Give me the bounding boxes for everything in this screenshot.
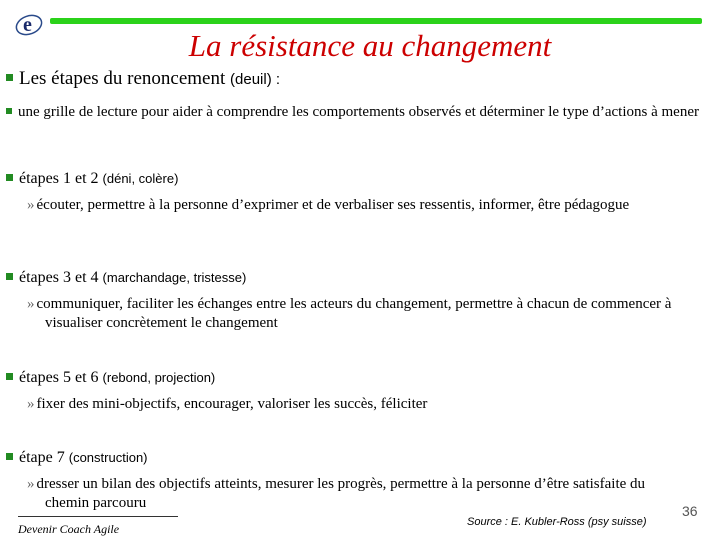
step-2-label: étapes 3 et 4 — [19, 269, 99, 286]
square-bullet-icon — [6, 108, 12, 114]
square-bullet-icon — [6, 74, 13, 81]
step-4-body — [27, 475, 677, 513]
step-1-label: étapes 1 et 2 — [19, 170, 99, 187]
step-3-heading — [6, 369, 215, 387]
step-1-heading — [6, 170, 178, 188]
chevron-icon: » — [27, 197, 35, 213]
slide-title: La résistance au changement — [188, 28, 552, 63]
main-heading-text: Les étapes du renoncement — [19, 68, 226, 89]
step-4-detail: (construction) — [68, 450, 148, 465]
step-2-detail: (marchandage, tristesse) — [102, 270, 247, 285]
step-1-text: écouter, permettre à la personne d’exprimer et de verbaliser ses ressentis, informer, être pédagogue — [36, 197, 630, 213]
step-3-detail: (rebond, projection) — [102, 370, 216, 385]
step-2-body — [27, 295, 712, 333]
step-2-text: communiquer, faciliter les échanges entre les acteurs du changement, permettre à chacun de commencer à visualiser concrètement le changement — [36, 296, 672, 331]
title-bar-line — [50, 18, 702, 24]
step-3-label: étapes 5 et 6 — [19, 369, 99, 386]
chevron-icon: » — [27, 476, 35, 492]
step-1-detail: (déni, colère) — [102, 171, 179, 186]
step-4-text: dresser un bilan des objectifs atteints, mesurer les progrès, permettre à la personne d’être satisfaite du chemin parcouru — [36, 476, 646, 511]
main-heading — [6, 68, 280, 90]
intro-text-a: une grille de lecture pour aider à comprendre les comportements observés et — [18, 104, 480, 120]
square-bullet-icon — [6, 453, 13, 460]
svg-text:e: e — [23, 14, 32, 36]
step-4-heading — [6, 449, 148, 467]
main-heading-sub: (deuil) : — [230, 71, 281, 88]
step-4-label: étape 7 — [19, 449, 65, 466]
intro-text-b: déterminer le type d’actions à mener — [479, 104, 699, 120]
page-number: 36 — [682, 503, 698, 519]
step-3-body — [27, 395, 712, 414]
footer-source: Source : E. Kubler-Ross (psy suisse) — [467, 516, 647, 528]
step-2-heading — [6, 269, 246, 287]
chevron-icon: » — [27, 296, 35, 312]
step-1-body — [27, 196, 712, 215]
step-3-text: fixer des mini-objectifs, encourager, valoriser les succès, féliciter — [36, 396, 428, 412]
footer-left-text: Devenir Coach Agile — [18, 522, 120, 536]
intro-paragraph — [6, 102, 718, 122]
footer-divider — [18, 516, 178, 517]
chevron-icon: » — [27, 396, 35, 412]
square-bullet-icon — [6, 373, 13, 380]
square-bullet-icon — [6, 273, 13, 280]
square-bullet-icon — [6, 174, 13, 181]
